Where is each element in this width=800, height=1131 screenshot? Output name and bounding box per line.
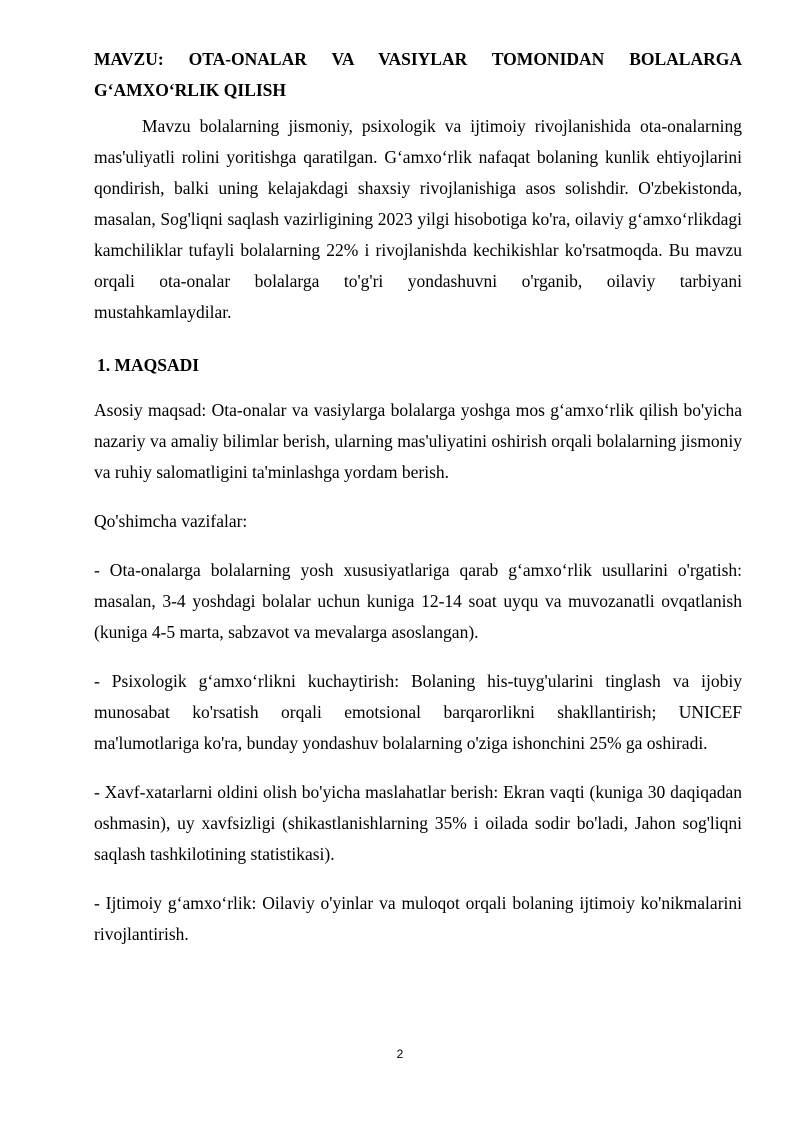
task-item: - Psixologik g‘amxo‘rlikni kuchaytirish: Bolaning his-tuyg'ularini tinglash va ijobiy munosabat ko'rsatish orqali emotsional barqarorlikni shakllantirish; UNICEF ma'lumotlariga ko'ra, bunday yondashuv bolalarning o'ziga ishonchini 25% ga oshiradi. <box>94 671 742 753</box>
task-item: - Ota-onalarga bolalarning yosh xususiyatlariga qarab g‘amxo‘rlik usullarini o'rgatish: masalan, 3-4 yoshdagi bolalar uchun kuniga 12-14 soat uyqu va muvozanatli ovqatlanish (kuniga 4-5 marta, sabzavot va mevalarga asoslangan). <box>94 560 742 642</box>
tasks-label: Qo'shimcha vazifalar: <box>94 511 248 531</box>
page-number: 2 <box>396 1047 404 1061</box>
main-goal-paragraph: Asosiy maqsad: Ota-onalar va vasiylarga bolalarga yoshga mos g‘amxo‘rlik qilish bo'yicha nazariy va amaliy bilimlar berish, ularning mas'uliyatini oshirish orqali bolalarning jismoniy va ruhiy salomatligini ta'minlashga yordam berish. <box>94 400 742 482</box>
task-item: - Xavf-xatarlarni oldini olish bo'yicha maslahatlar berish: Ekran vaqti (kuniga 30 daqiqadan oshmasin), uy xavfsizligi (shikastlanishlarning 35% i oilada sodir bo'ladi, Jahon sog'liqni saqlash tashkilotining statistikasi). <box>94 782 742 864</box>
task-item: - Ijtimoiy g‘amxo‘rlik: Oilaviy o'yinlar va muloqot orqali bolaning ijtimoiy ko'nikmalarini rivojlantirish. <box>94 893 742 944</box>
document-title: MAVZU: OTA-ONALAR VA VASIYLAR TOMONIDAN BOLALARGA G‘AMXO‘RLIK QILISH <box>94 49 742 100</box>
intro-paragraph: Mavzu bolalarning jismoniy, psixologik va ijtimoiy rivojlanishida ota-onalarning mas'uliyatli rolini yoritishga qaratilgan. G‘amxo‘rlik nafaqat bolaning kunlik ehtiyojlarini qondirish, balki uning kelajakdagi shaxsiy rivojlanishiga asos solishdir. O'zbekistonda, masalan, Sog'liqni saqlash vazirligining 2023 yilgi hisobotiga ko'ra, oilaviy g‘amxo‘rlikdagi kamchiliklar tufayli bolalarning 22% i rivojlanishda kechikishlar ko'rsatmoqda. Bu mavzu orqali ota-onalar bolalarga to'g'ri yondashuvni o'rganib, oilaviy tarbiyani mustahkamlaydilar. <box>94 116 742 322</box>
document-page <box>94 44 742 950</box>
section-heading-goal: 1. MAQSADI <box>97 355 200 375</box>
